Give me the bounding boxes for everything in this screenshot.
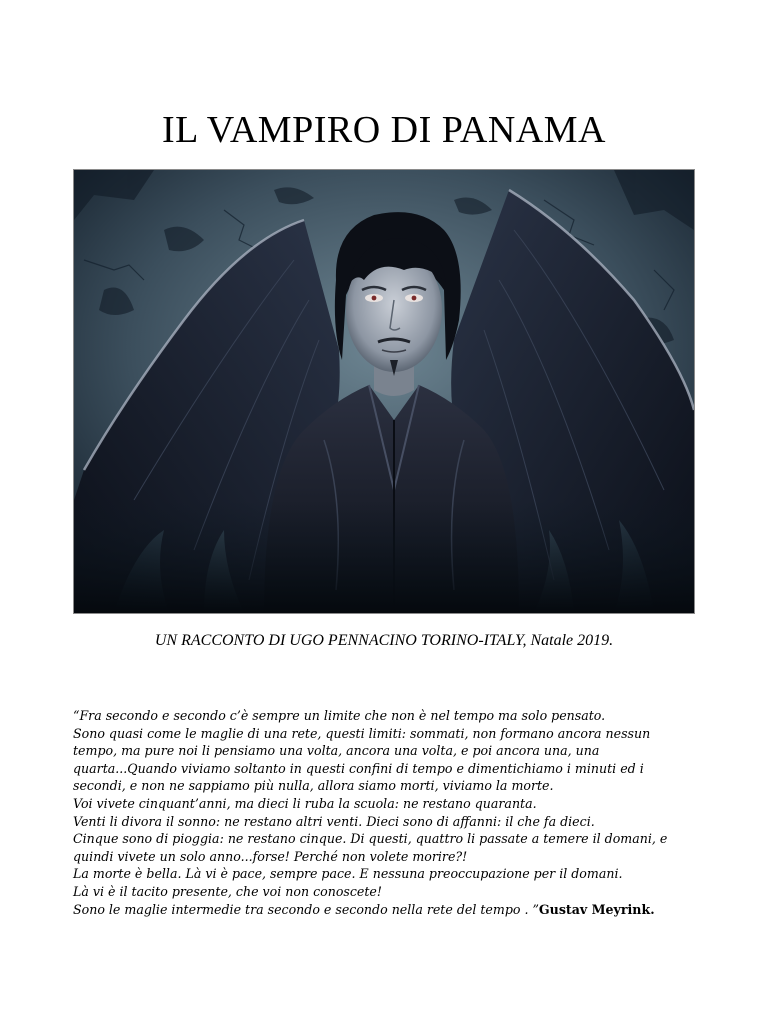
quote-line: “Fra secondo e secondo c’è sempre un limite che non è nel tempo ma solo pensato. [73,708,606,723]
quote-line: quarta...Quando viviamo soltanto in questi confini di tempo e dimentichiamo i minuti ed i [73,760,644,776]
quote-last-line-text: Sono le maglie intermedie tra secondo e secondo nella rete del tempo . ” [73,901,539,917]
quote-line: Là vi è il tacito presente, che voi non conoscete! [73,883,382,899]
quote-line: Sono quasi come le maglie di una rete, questi limiti: sommati, non formano ancora nessun [73,725,651,741]
quote-line: tempo, ma pure noi li pensiamo una volta, ancora una volta, e poi ancora una, una [73,743,600,759]
quote-line: Voi vivete cinquant’anni, ma dieci li ruba la scuola: ne restano quaranta. [73,795,537,811]
winged-vampire-illustration [74,170,694,613]
quote-block [73,707,703,918]
quote-line: Venti li divora il sonno: ne restano altri venti. Dieci sono di affanni: il che fa dieci. [73,813,595,829]
quote-last-line [73,901,703,919]
quote-author: Gustav Meyrink [538,901,651,917]
document-title: IL VAMPIRO DI PANAMA [162,109,606,151]
quote-line: La morte è bella. Là vi è pace, sempre pace. E nessuna preoccupazione per il domani. [73,866,623,882]
subtitle: UN RACCONTO DI UGO PENNACINO TORINO-ITALY, Natale 2019. [154,632,614,649]
quote-line: quindi vivete un solo anno...forse! Perché non volete morire?! [73,848,468,864]
quote-line: Cinque sono di pioggia: ne restano cinque. Di questi, quattro li passate a temere il domani, e [73,831,668,847]
cover-image [73,169,695,614]
quote-line: secondi, e non ne sappiamo più nulla, allora siamo morti, viviamo la morte. [73,778,554,794]
quote-author-suffix: . [650,901,655,917]
